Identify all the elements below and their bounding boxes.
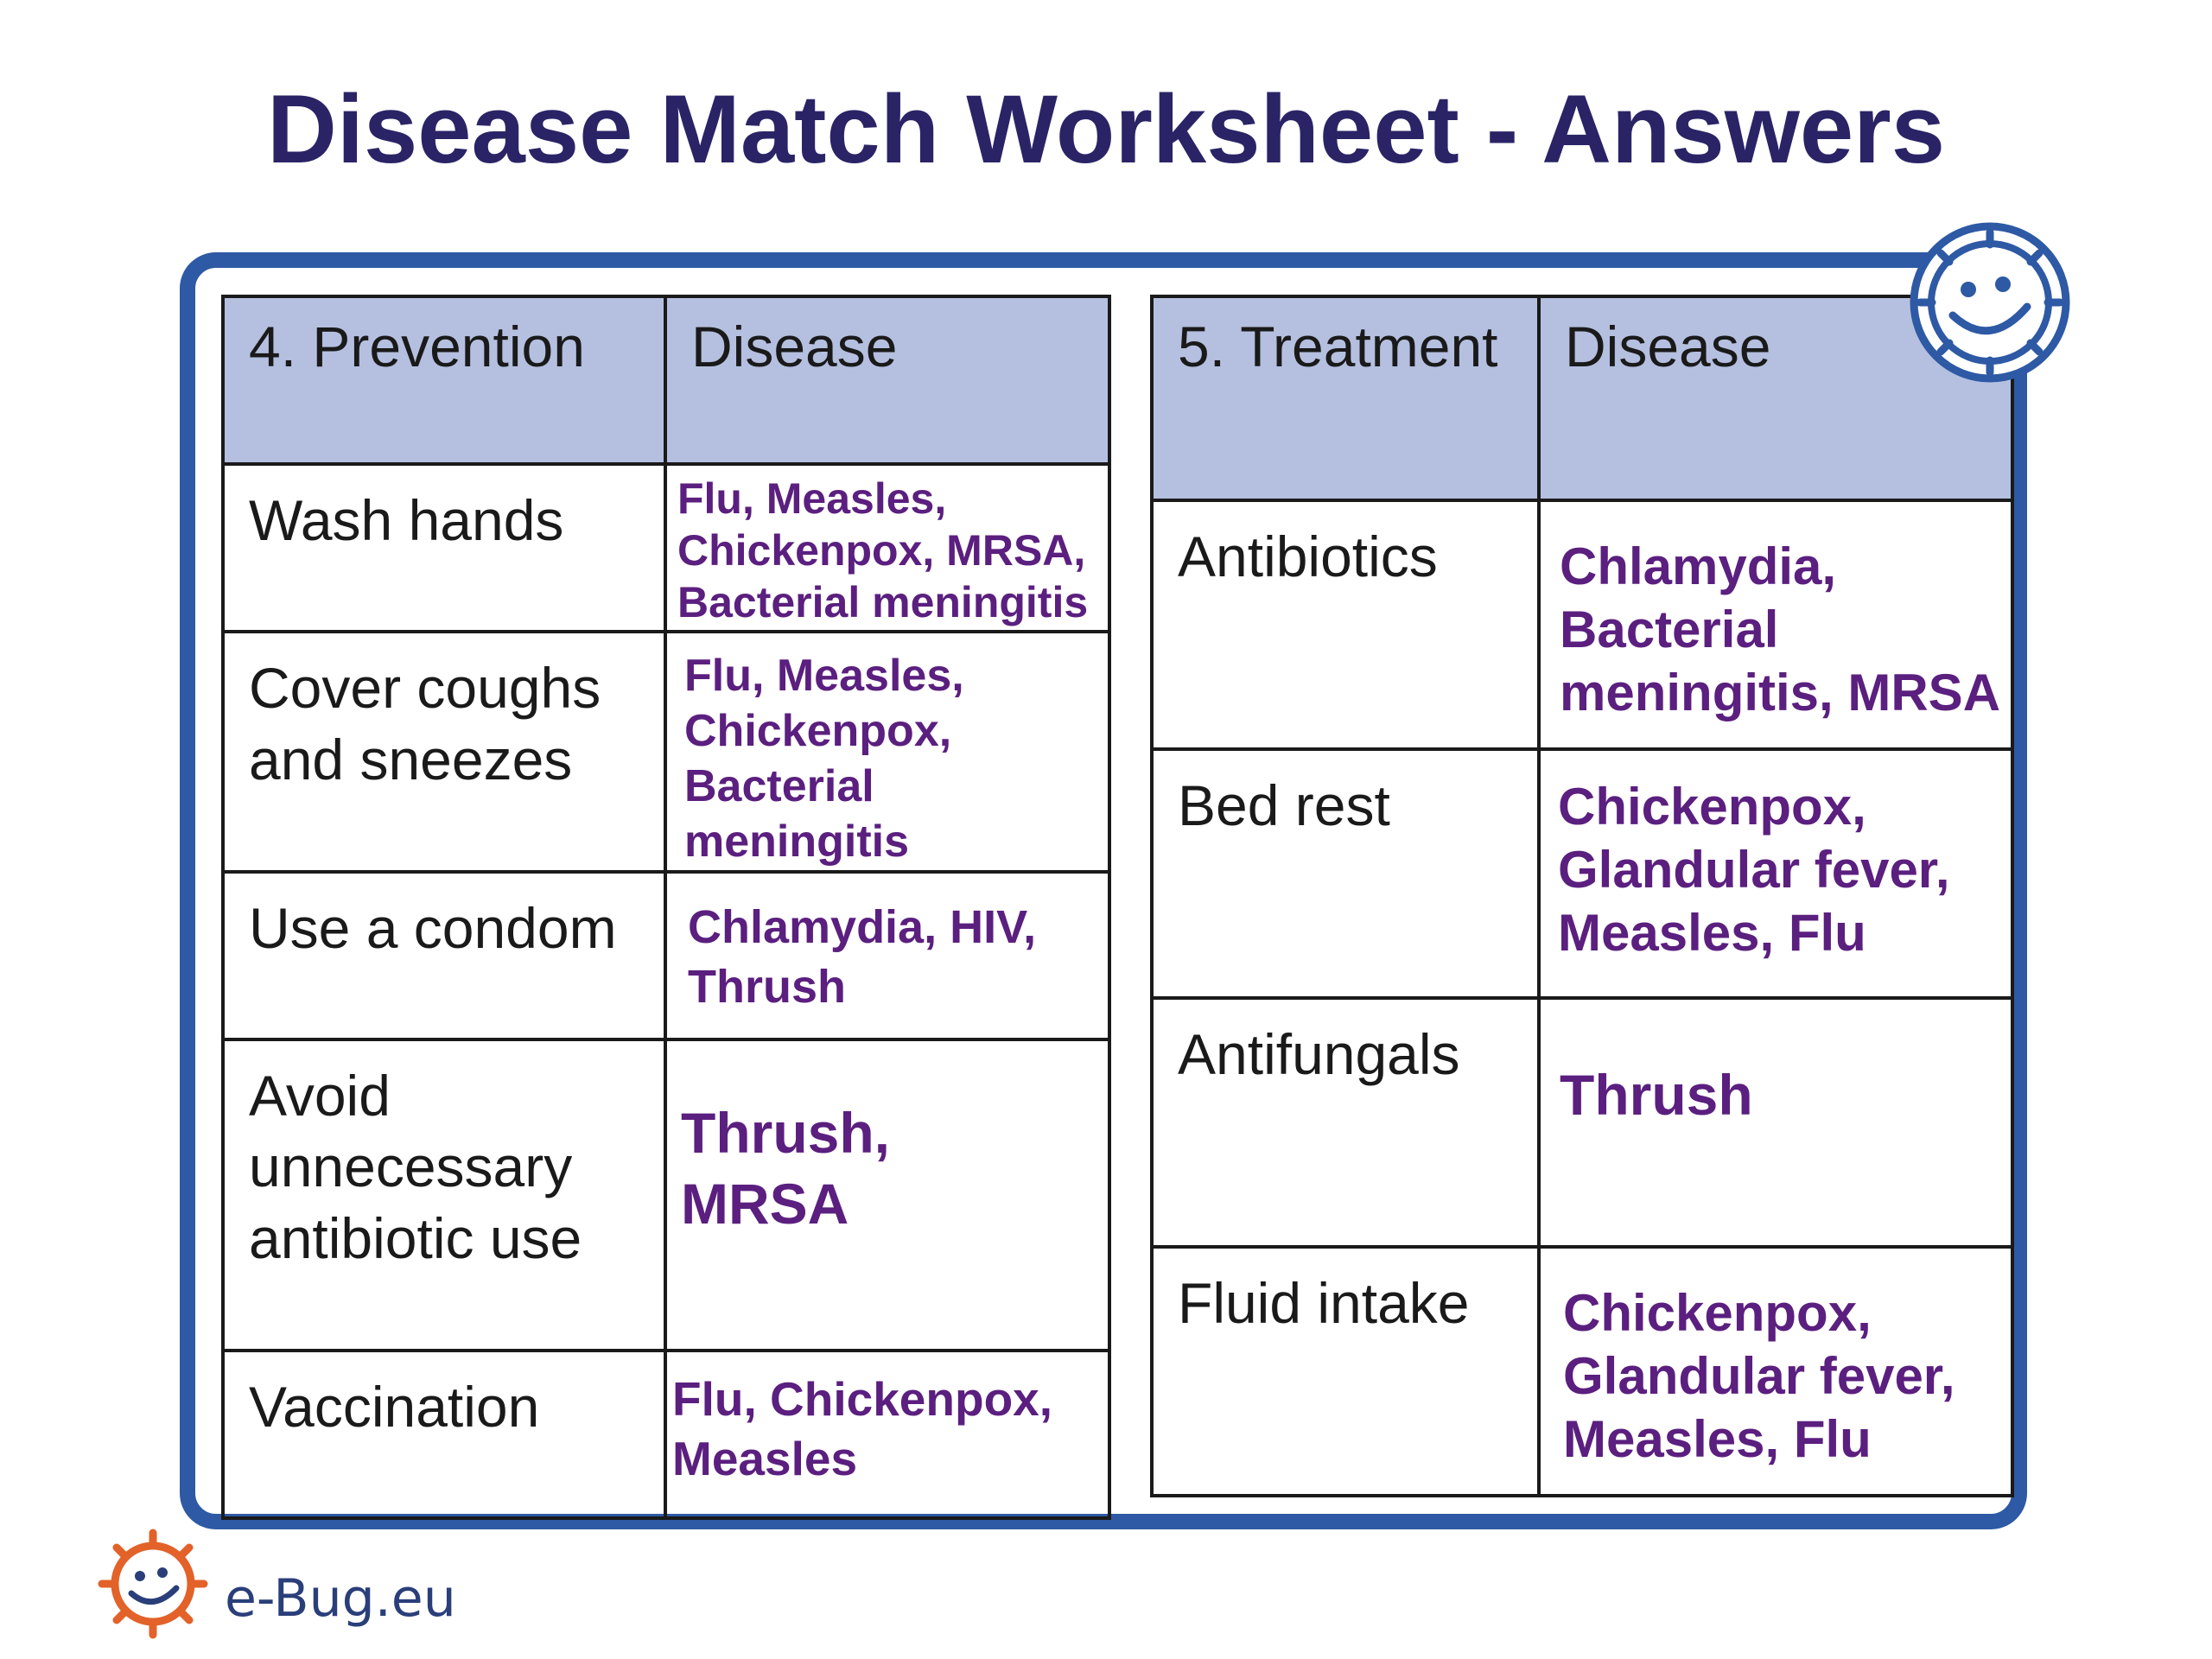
prevention-method: Avoid unnecessary antibiotic use	[249, 1063, 582, 1270]
prevention-method: Cover coughs and sneezes	[249, 656, 601, 791]
disease-answer: Chlamydia, HIV, Thrush	[688, 900, 1037, 1013]
table-row	[1152, 500, 2012, 749]
disease-header: Disease	[1565, 315, 1771, 378]
treatment-method: Bed rest	[1178, 773, 1390, 837]
table-row	[223, 1039, 1109, 1351]
treatment-header-cell	[1152, 296, 1539, 500]
table-row	[1152, 1247, 2012, 1496]
prevention-method: Vaccination	[249, 1374, 540, 1439]
smiling-microbe-icon	[97, 1528, 209, 1640]
disease-answer: Chlamydia, Bacterial meningitis, MRSA	[1560, 537, 2001, 722]
disease-answer: Chickenpox, Glandular fever, Measles, Flu	[1558, 778, 1950, 963]
table-row	[223, 464, 1109, 632]
page-title: Disease Match Worksheet - Answers	[266, 75, 1946, 183]
disease-answer: Flu, Chickenpox, Measles	[672, 1371, 1053, 1485]
disease-answer: Thrush	[1560, 1063, 1753, 1127]
table-row	[1152, 749, 2012, 998]
prevention-method: Wash hands	[249, 488, 564, 552]
disease-answer: Thrush, MRSA	[681, 1100, 890, 1236]
prevention-disease-header-cell	[665, 296, 1109, 464]
smiling-microbe-icon	[1908, 220, 2072, 385]
disease-header: Disease	[691, 315, 898, 378]
prevention-method: Use a condom	[249, 895, 617, 960]
table-row	[1152, 998, 2012, 1247]
treatment-table	[1150, 295, 2014, 1497]
prevention-header: 4. Prevention	[249, 315, 585, 378]
treatment-method: Antibiotics	[1178, 524, 1438, 588]
prevention-table	[221, 295, 1111, 1520]
brand-name: e-Bug.eu	[225, 1568, 456, 1629]
treatment-header: 5. Treatment	[1178, 315, 1498, 378]
disease-answer: Flu, Measles, Chickenpox, MRSA, Bacterial meningitis	[677, 474, 1089, 626]
table-row	[223, 872, 1109, 1039]
prevention-header-cell	[223, 296, 665, 464]
disease-answer: Flu, Measles, Chickenpox, Bacterial meningitis	[684, 651, 964, 867]
disease-answer: Chickenpox, Glandular fever, Measles, Flu	[1563, 1284, 1955, 1469]
treatment-method: Fluid intake	[1178, 1271, 1470, 1335]
treatment-method: Antifungals	[1178, 1022, 1460, 1086]
table-row	[223, 1351, 1109, 1518]
table-row	[223, 632, 1109, 872]
